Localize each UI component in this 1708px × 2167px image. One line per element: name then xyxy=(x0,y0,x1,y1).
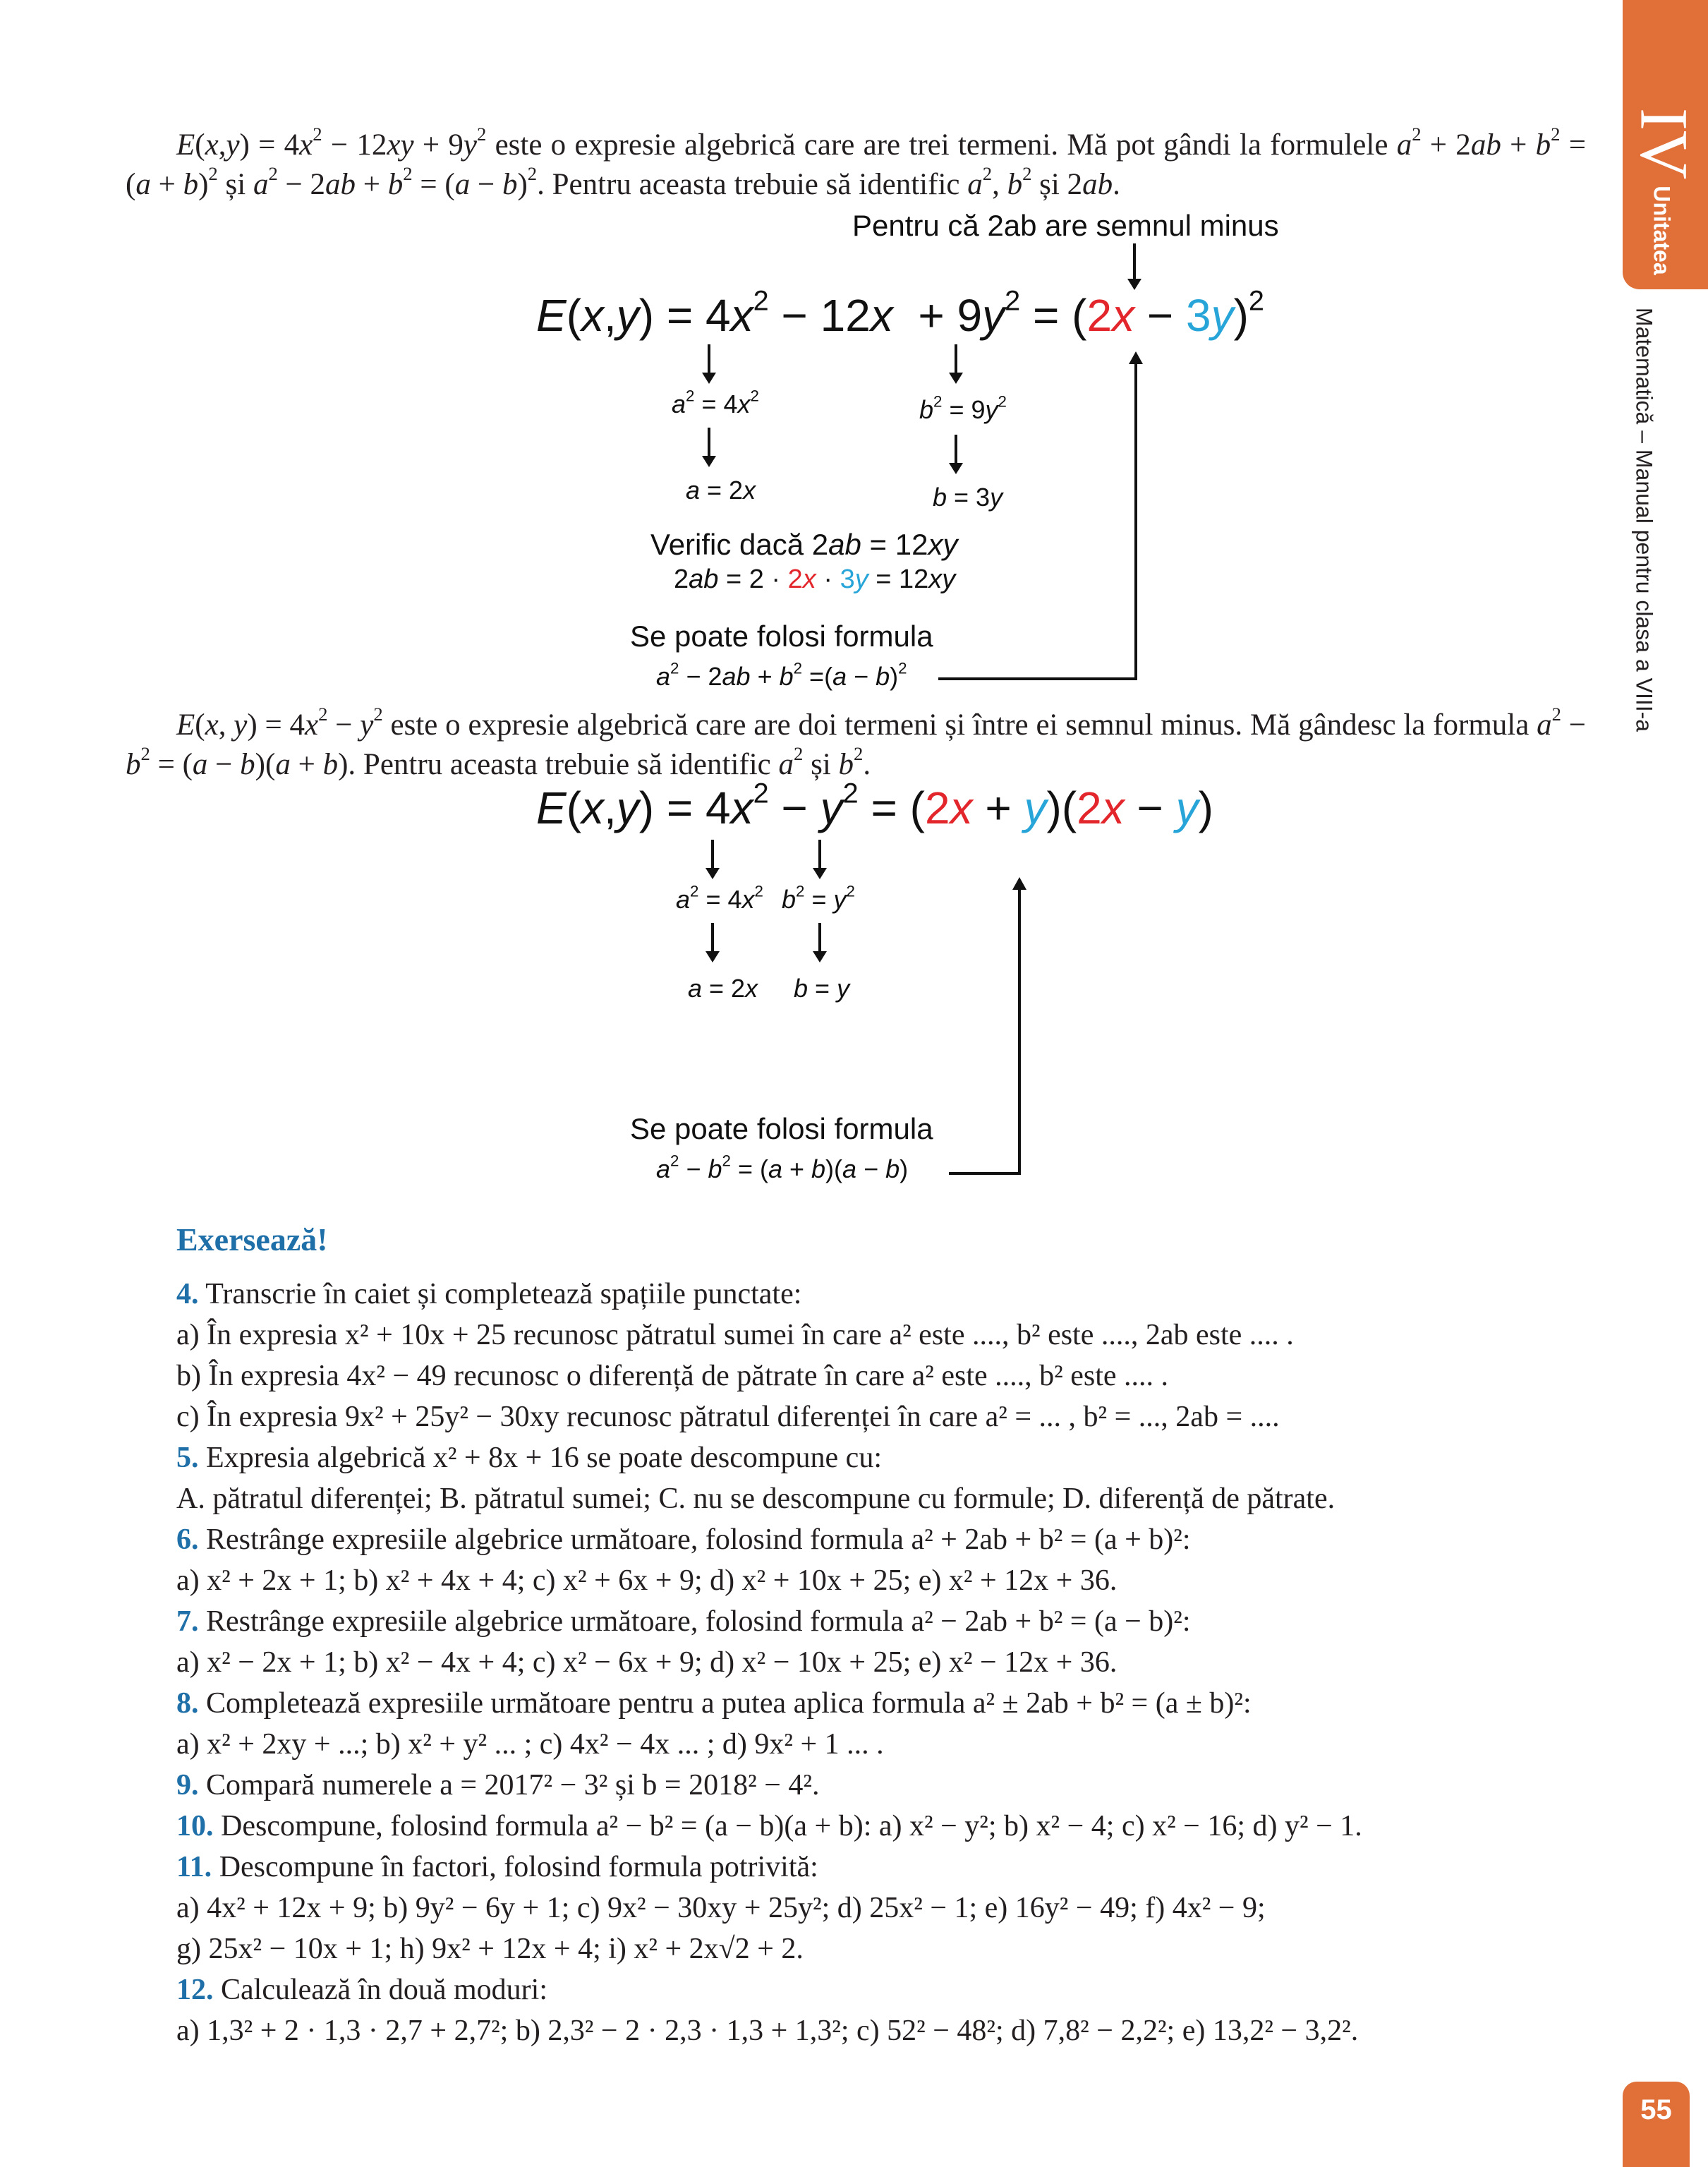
example2-intro: E(x, $y) = 4x^2 - y^2$ este o expresie algebrică care are doi termeni și între ei semnul minus. Mă gândesc la formula $a^2 - b^2 = (a - b)(a + b)$. Pentru aceasta trebuie să identific $a^2$ și $b^2$. xyxy=(126,704,1586,781)
exercise-12-items: a) 1,3² + 2 · 1,3 · 2,7 + 2,7²; b) 2,3² − 2 · 2,3 · 1,3 + 1,3²; c) 52² − 48²; d) 7,8² − 2,2²; e) 13,2² − 3,2². xyxy=(176,2015,1359,2047)
formula-note-2: Se poate folosi formula xyxy=(630,1112,933,1145)
exercises-heading: Exersează! xyxy=(176,1221,328,1257)
minus-note-arrow xyxy=(1120,243,1149,293)
unit-roman-numeral: IV xyxy=(1626,107,1702,180)
exercise-4: 4. Transcrie în caiet și completează spațiile punctate: xyxy=(176,1278,802,1310)
equation2: $E(x,y) = 4x^2 - y^2 = (2x + y)(2x - y)$ xyxy=(536,778,1213,833)
exercise-7: 7. Restrânge expresiile algebrice următoare, folosind formula a² − 2ab + b² = (a − b)²: xyxy=(176,1605,1191,1638)
equation1: $E(x,y) = 4x^2 - 12x + 9y^2 = (2x - 3y)^2$ xyxy=(536,285,1264,341)
a-squared-label-1: $a^2 = 4x^2$ xyxy=(672,387,759,418)
example2-intro-text3: Pentru aceasta trebuie să identific xyxy=(363,748,771,781)
page-number: 55 xyxy=(1640,2094,1672,2125)
exercise-11-items-1: a) 4x² + 12x + 9; b) 9y² − 6y + 1; c) 9x² − 30xy + 25y²; d) 25x² − 1; e) 16y² − 49; f) 4x² − 9; xyxy=(176,1892,1266,1924)
formula-1: $a^2 - 2ab + b^2 =(a - b)^2$ xyxy=(656,659,907,691)
exercise-11-items-2: g) 25x² − 10x + 1; h) 9x² + 12x + 4; i) x² + 2x√2 + 2. xyxy=(176,1933,804,1965)
arrow-a2-2 xyxy=(698,840,727,882)
b-squared-label-2: $b^2 = y^2$ xyxy=(782,882,855,914)
bracket-arrow-2 xyxy=(949,871,1034,1182)
bracket-arrow-1 xyxy=(938,346,1150,692)
arrow-a-1 xyxy=(695,428,723,470)
exercise-4b: b) În expresia 4x² − 49 recunosc o diferență de pătrate în care a² este ...., b² este .... . xyxy=(176,1360,1169,1392)
a-label-1: a = 2x xyxy=(686,476,756,505)
exercise-5: 5. Expresia algebrică x² + 8x + 16 se poate descompune cu: xyxy=(176,1442,882,1474)
exercise-6-items: a) x² + 2x + 1; b) x² + 4x + 4; c) x² + 6x + 9; d) x² + 10x + 25; e) x² + 12x + 36. xyxy=(176,1564,1118,1597)
unit-label: Unitatea xyxy=(1649,186,1675,275)
exercise-10: 10. Descompune, folosind formula a² − b² = (a − b)(a + b): a) x² − y²; b) x² − 4; c) x² − 16; d) y² − 1. xyxy=(176,1810,1362,1842)
arrow-a-2 xyxy=(698,923,727,965)
a-squared-label-2: $a^2 = 4x^2$ xyxy=(676,882,763,914)
example2-intro-text2: la formula xyxy=(1403,708,1530,742)
b-label-1: b = 3y xyxy=(933,483,1003,512)
example1-intro-text1: este o expresie algebrică care are trei termeni. Mă pot gândi la formulele xyxy=(495,128,1388,162)
exercise-5-options: A. pătratul diferenței; B. pătratul sumei; C. nu se descompune cu formule; D. diferență de pătrate. xyxy=(176,1483,1335,1515)
example1-intro: $E(x,y) = 4x^2 - 12xy + 9y^2$ este o expresie algebrică care are trei termeni. Mă pot gândi la formulele $a^2 + 2ab + b^2 = (a + b)^2$ și $a^2 - 2ab + b^2 = (a - b)^2$. Pentru aceasta trebuie să identific $a^2$, $b^2$ și 2ab. xyxy=(126,123,1586,201)
verify-title: Verific dacă 2ab = 12xy xyxy=(650,528,958,561)
book-title-vertical: Matematică – Manual pentru clasa a VIII-a xyxy=(1631,307,1657,732)
verify-line: 2ab = 2 · 2x · 3y = 12xy xyxy=(674,565,956,594)
a-label-2: a = 2x xyxy=(688,974,758,1003)
arrow-b-2 xyxy=(806,923,834,965)
exercise-7-items: a) x² − 2x + 1; b) x² − 4x + 4; c) x² − 6x + 9; d) x² − 10x + 25; e) x² − 12x + 36. xyxy=(176,1646,1118,1679)
formula-2: $a^2 - b^2 = (a + b)(a - b)$ xyxy=(656,1152,909,1183)
formula-note-1: Se poate folosi formula xyxy=(630,620,933,653)
exercise-11: 11. Descompune în factori, folosind formula potrivită: xyxy=(176,1851,818,1883)
exercise-12: 12. Calculează în două moduri: xyxy=(176,1974,548,2006)
exercise-8-items: a) x² + 2xy + ...; b) x² + y² ... ; c) 4x² − 4x ... ; d) 9x² + 1 ... . xyxy=(176,1728,884,1761)
exercise-4c: c) În expresia 9x² + 25y² − 30xy recunosc pătratul diferenței în care a² = ... , b² = ..., 2ab = .... xyxy=(176,1401,1280,1433)
exercise-4a: a) În expresia x² + 10x + 25 recunosc pătratul sumei în care a² este ...., b² este ...., 2ab este .... . xyxy=(176,1319,1294,1351)
exercise-8: 8. Completează expresiile următoare pentru a putea aplica formula a² ± 2ab + b² = (a ± b)²: xyxy=(176,1687,1252,1720)
arrow-a2-1 xyxy=(695,344,723,387)
minus-sign-note: Pentru că 2ab are semnul minus xyxy=(852,209,1279,242)
exercise-6: 6. Restrânge expresiile algebrice următoare, folosind formula a² + 2ab + b² = (a + b)²: xyxy=(176,1523,1191,1556)
b-squared-label-1: $b^2 = 9y^2$ xyxy=(919,392,1007,424)
example1-intro-text2: Pentru aceasta trebuie să identific xyxy=(552,168,960,201)
b-label-2: b = y xyxy=(794,974,850,1003)
exercise-9: 9. Compară numerele a = 2017² − 3² și b = 2018² − 4². xyxy=(176,1769,820,1801)
arrow-b2-2 xyxy=(806,840,834,882)
example2-intro-text1: este o expresie algebrică care are doi termeni și între ei semnul minus. Mă gândesc xyxy=(390,708,1396,742)
